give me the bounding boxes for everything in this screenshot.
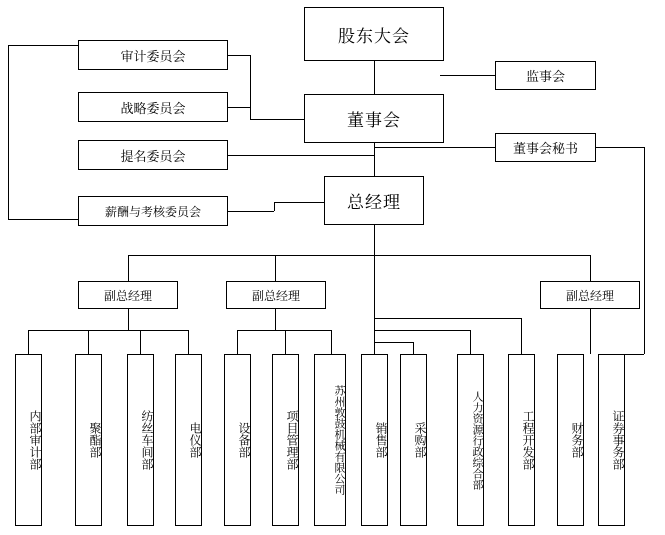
connector-d1-c4 <box>188 330 189 354</box>
connector-hr-down <box>470 330 471 354</box>
connector-board-to-secretary <box>374 147 495 148</box>
node-label: 股东大会 <box>338 26 410 47</box>
connector-deputy2-down <box>275 309 276 330</box>
connector-shareholders-to-board <box>374 61 375 94</box>
node-dept-suzhou-machinery[interactable] <box>314 354 346 526</box>
node-label: 战略委员会 <box>120 101 186 117</box>
node-dept-polyester[interactable] <box>75 354 102 526</box>
node-general-manager[interactable] <box>324 176 424 225</box>
connector-bus-to-deputy3 <box>590 255 591 281</box>
node-label: 工程开发部 <box>521 410 535 470</box>
connector-secretary-right-down <box>644 147 645 354</box>
node-label: 聚酯部 <box>88 422 102 458</box>
node-label: 设备部 <box>237 422 251 458</box>
node-board-of-directors[interactable] <box>304 94 444 143</box>
connector-nomination-right <box>228 155 374 156</box>
node-label: 副总经理 <box>565 288 614 303</box>
node-supervisory-board[interactable] <box>495 61 596 90</box>
node-deputy-gm-1[interactable] <box>78 281 178 309</box>
connector-deputy3-down <box>590 309 591 354</box>
node-dept-hr-admin[interactable] <box>457 354 484 526</box>
node-deputy-gm-3[interactable] <box>540 281 640 309</box>
node-remuneration-committee[interactable] <box>78 196 228 226</box>
node-label: 董事会 <box>347 111 401 131</box>
connector-bus-to-audit <box>8 45 78 46</box>
connector-bus-to-remuneration <box>8 219 78 220</box>
node-deputy-gm-2[interactable] <box>226 281 326 309</box>
node-label: 审计委员会 <box>120 49 186 65</box>
node-label: 内部审计部 <box>28 410 42 470</box>
connector-audit-strategy-bus <box>250 55 251 108</box>
connector-d1-c1 <box>28 330 29 354</box>
connector-gm-to-engineering <box>374 318 521 319</box>
node-dept-finance[interactable] <box>557 354 584 526</box>
node-dept-engineering[interactable] <box>508 354 535 526</box>
connector-d2-c1 <box>237 330 238 354</box>
connector-strategy-down <box>250 107 251 119</box>
connector-gm-to-procurement <box>374 342 413 343</box>
connector-audit-right <box>228 55 250 56</box>
connector-gm-to-hr <box>374 330 470 331</box>
node-dept-electrical[interactable] <box>175 354 202 526</box>
connector-strategy-right <box>228 107 250 108</box>
node-label: 薪酬与考核委员会 <box>104 204 201 219</box>
connector-remuneration-right <box>228 211 274 212</box>
connector-bus-to-deputy1 <box>128 255 129 281</box>
connector-engineering-down <box>521 318 522 354</box>
node-label: 采购部 <box>413 422 427 458</box>
connector-d1-c2 <box>88 330 89 354</box>
connector-committee-bus <box>8 45 9 220</box>
connector-deputy-bus <box>128 255 590 256</box>
node-label: 监事会 <box>525 70 565 85</box>
connector-deputy1-bus <box>28 330 188 331</box>
node-dept-sales[interactable] <box>361 354 388 526</box>
node-dept-spinning[interactable] <box>127 354 154 526</box>
connector-d2-c3 <box>331 330 332 354</box>
connector-d1-c3 <box>140 330 141 354</box>
node-label: 提名委员会 <box>120 149 186 165</box>
node-label: 销售部 <box>374 422 388 458</box>
connector-procurement-down <box>413 342 414 354</box>
node-label: 财务部 <box>570 422 584 458</box>
connector-gm-direct-down <box>374 255 375 354</box>
node-dept-internal-audit[interactable] <box>15 354 42 526</box>
node-dept-securities[interactable] <box>598 354 625 526</box>
node-label: 苏州敦鼓机械有限公司 <box>333 385 346 495</box>
node-nomination-committee[interactable] <box>78 140 228 170</box>
node-label: 证券事务部 <box>611 410 625 470</box>
node-board-secretary[interactable] <box>495 133 596 162</box>
node-label: 副总经理 <box>251 288 300 303</box>
connector-secretary-out <box>596 147 644 148</box>
connector-gm-down <box>374 225 375 255</box>
connector-remuneration-to-gm <box>274 202 324 203</box>
node-label: 总经理 <box>347 193 401 213</box>
connector-d2-c2 <box>285 330 286 354</box>
connector-deputy2-bus <box>237 330 331 331</box>
node-label: 董事会秘书 <box>512 142 578 157</box>
node-label: 人力资源行政综合部 <box>471 390 484 490</box>
node-label: 电仪部 <box>188 422 202 458</box>
node-label: 项目管理部 <box>285 410 299 470</box>
connector-remuneration-up <box>274 202 275 211</box>
connector-bus-to-deputy2 <box>275 255 276 281</box>
node-dept-equipment[interactable] <box>224 354 251 526</box>
node-label: 副总经理 <box>103 288 152 303</box>
node-audit-committee[interactable] <box>78 40 228 70</box>
node-shareholders-meeting[interactable] <box>304 7 444 61</box>
connector-board-to-supervisory <box>440 75 495 76</box>
node-strategy-committee[interactable] <box>78 92 228 122</box>
node-label: 纺丝车间部 <box>140 410 154 470</box>
connector-deputy1-down <box>128 309 129 330</box>
node-dept-procurement[interactable] <box>400 354 427 526</box>
node-dept-project-management[interactable] <box>272 354 299 526</box>
